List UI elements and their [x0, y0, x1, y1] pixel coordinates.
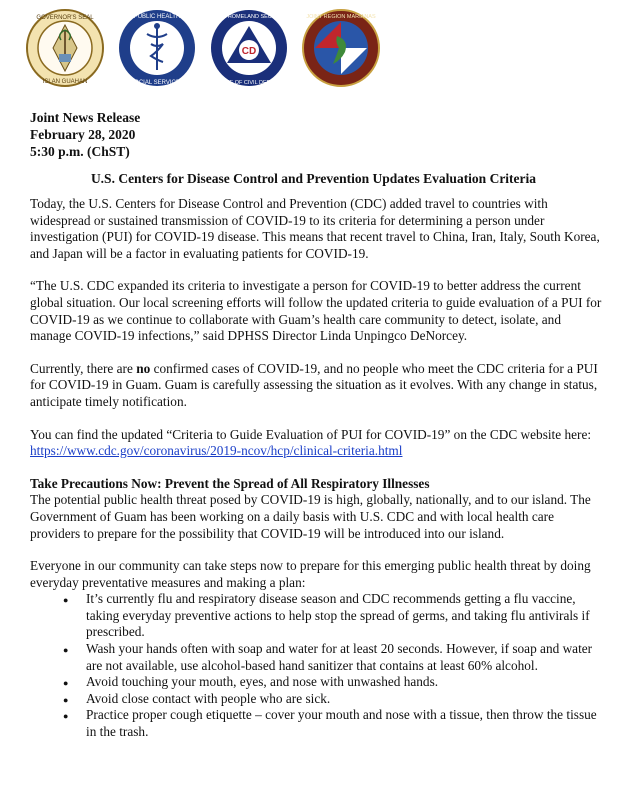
release-title: U.S. Centers for Disease Control and Prevention Updates Evaluation Criteria: [90, 171, 537, 186]
list-item: ● It’s currently flu and respiratory disease season and CDC recommends getting a flu vaccine, taking everyday preventive actions to help stop the spread of germs, and taking flu antivirals if prescribed.: [86, 591, 605, 641]
criteria-text: You can find the updated “Criteria to Guide Evaluation of PUI for COVID-19” on the CDC website here:: [30, 426, 592, 442]
release-type: Joint News Release: [30, 110, 141, 125]
svg-text:SOCIAL SERVICES: SOCIAL SERVICES: [130, 80, 184, 86]
governors-seal-icon: [25, 8, 105, 88]
status-text-emphasis: no: [136, 360, 151, 376]
release-date: February 28, 2020: [30, 127, 136, 142]
joint-region-marianas-seal-icon: [301, 8, 381, 88]
civil-defense-seal-icon: [209, 8, 289, 88]
svg-text:ISLAN GUAHAN: ISLAN GUAHAN: [42, 79, 88, 85]
paragraph-status: [30, 361, 605, 411]
precautions-list: [30, 591, 605, 740]
svg-text:GOVERNOR'S SEAL: GOVERNOR'S SEAL: [36, 15, 94, 21]
svg-text:PUBLIC HEALTH: PUBLIC HEALTH: [133, 14, 181, 20]
cdc-criteria-link[interactable]: https://www.cdc.gov/coronavirus/2019-ncov/hcp/clinical-criteria.html: [30, 443, 403, 459]
list-item: ● Avoid touching your mouth, eyes, and nose with unwashed hands.: [86, 674, 605, 691]
list-item: ● Wash your hands often with soap and water for at least 20 seconds. However, if soap and water are not available, use alcohol-based hand sanitizer that contains at least 60% alcohol.: [86, 641, 605, 674]
list-item: ● Avoid close contact with people who are sick.: [86, 691, 605, 708]
status-text-start: Currently, there are: [30, 360, 137, 376]
list-item: ● Practice proper cough etiquette – cover your mouth and nose with a tissue, then throw the tissue in the trash.: [86, 707, 605, 740]
public-health-social-services-seal-icon: [117, 8, 197, 88]
svg-text:OFFICE OF CIVIL DEFENSE: OFFICE OF CIVIL DEFENSE: [213, 80, 285, 86]
svg-text:JOINT REGION MARIANAS: JOINT REGION MARIANAS: [306, 14, 376, 20]
svg-text:CD: CD: [241, 46, 257, 57]
paragraph-criteria: [30, 427, 605, 460]
precautions-heading: Take Precautions Now: Prevent the Spread of All Respiratory Illnesses: [30, 475, 430, 491]
status-text-end: confirmed cases of COVID-19, and no people who meet the CDC criteria for a PUI for COVID-19 in Guam. Guam is carefully assessing the situation as it evolves. With any change in status, anticipate timely notification.: [30, 360, 598, 409]
paragraph-threat: The potential public health threat posed by COVID-19 is high, globally, nationally, and to our island. The Government of Guam has been working on a daily basis with U.S. CDC and with local health care providers to prepare for the possibility that COVID-19 will be introduced into our island.: [30, 492, 591, 541]
svg-text:GUAM HOMELAND SECURITY: GUAM HOMELAND SECURITY: [209, 14, 289, 20]
paragraph-prepare: Everyone in our community can take steps now to prepare for this emerging public health threat by doing everyday preventative measures and making a plan:: [30, 558, 591, 590]
release-body: [30, 196, 605, 741]
release-time: 5:30 p.m. (ChST): [30, 144, 130, 159]
paragraph-quote: “The U.S. CDC expanded its criteria to investigate a person for COVID-19 to better address the current global situation. Our local screening efforts will follow the updated criteria to guide evaluation of a PUI for COVID-19 as we continue to collaborate with Guam’s health care community to detect, isolate, and manage COVID-19 infections,” said DPHSS Director Linda Unpingco DeNorcey.: [30, 278, 602, 344]
paragraph-intro: Today, the U.S. Centers for Disease Control and Prevention (CDC) added travel to countries with widespread or sustained transmission of COVID-19 to its criteria for determining a person under investigation (PUI) for COVID-19 disease. This means that recent travel to China, Iran, Italy, South Korea, and Japan will be a factor in evaluating patients for COVID-19.: [30, 196, 600, 261]
release-header: [30, 109, 140, 160]
